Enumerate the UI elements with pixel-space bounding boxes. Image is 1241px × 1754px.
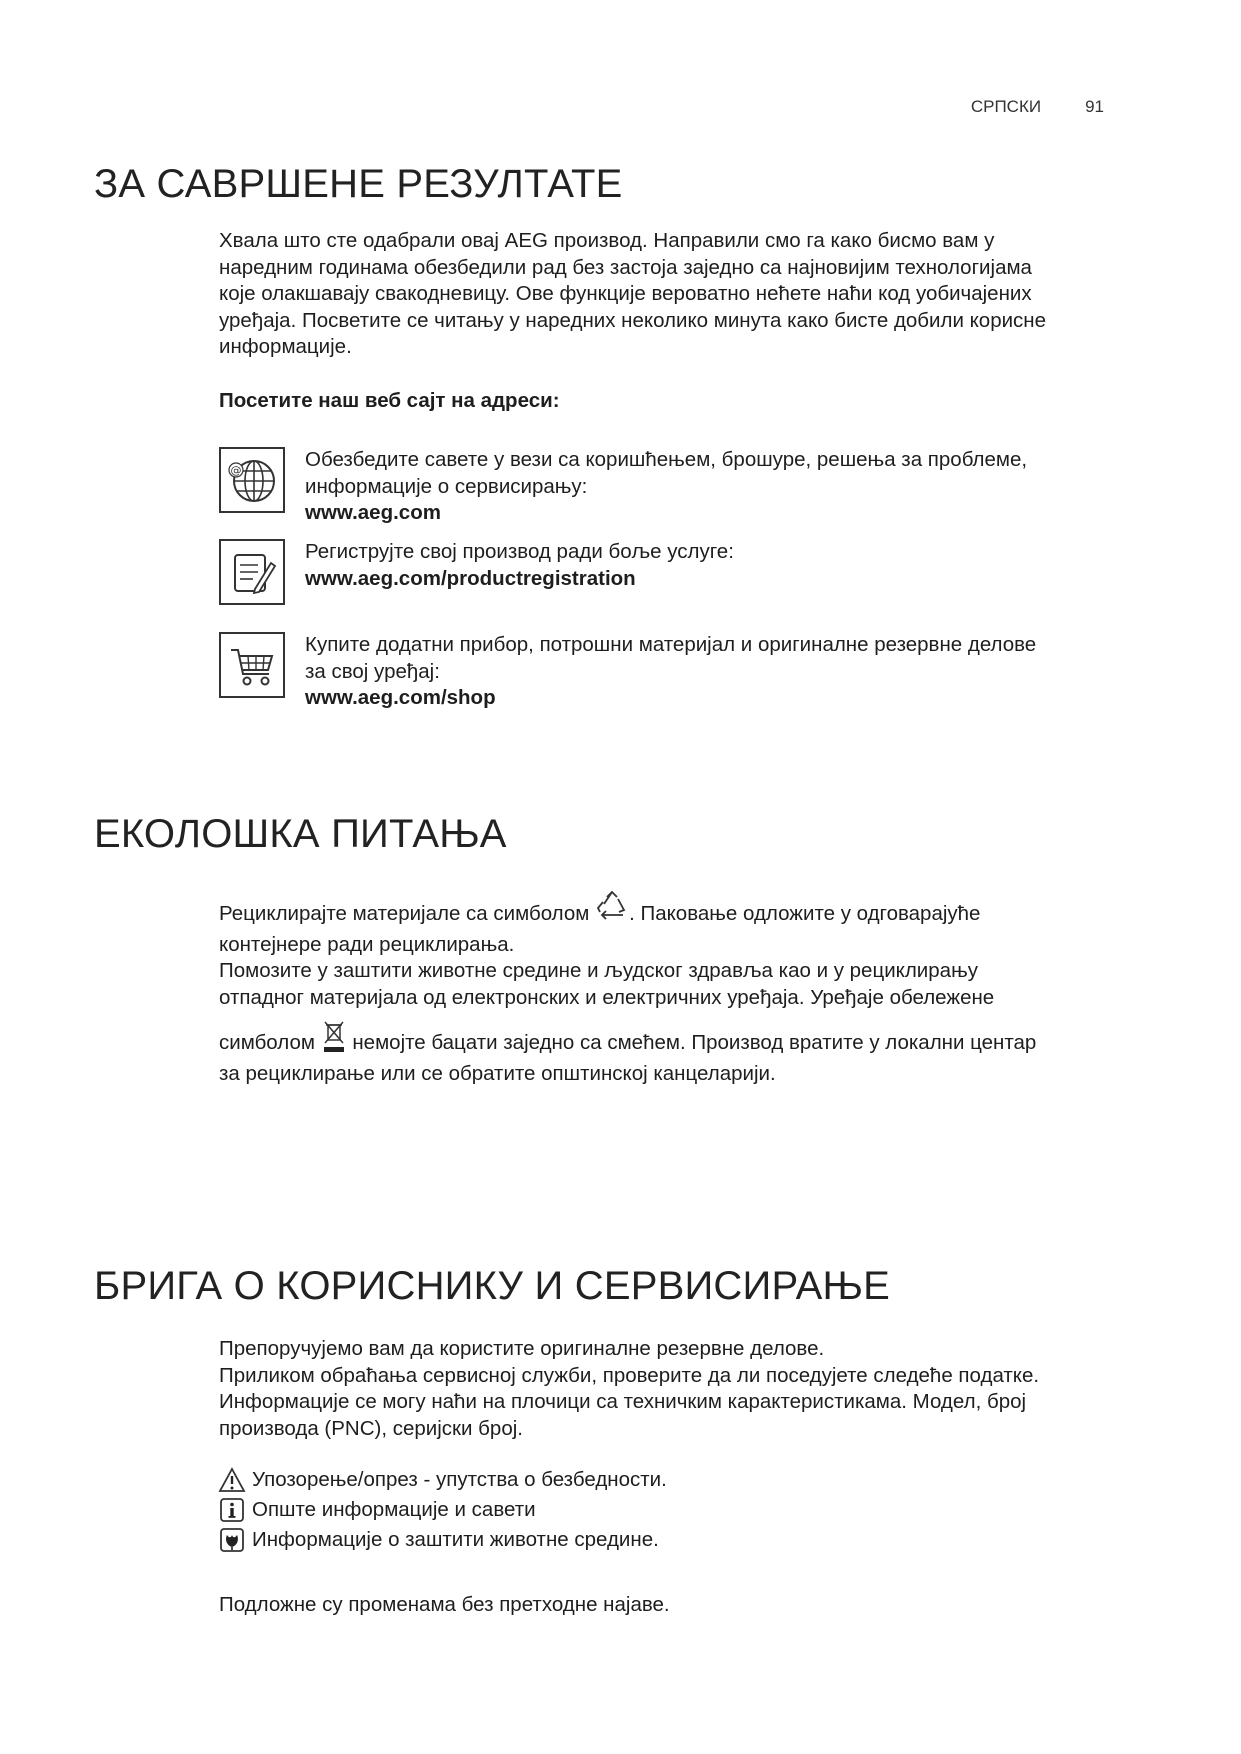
crossed-bin-icon	[321, 1019, 347, 1061]
shop-description-line: за свој уређај:	[305, 659, 440, 683]
environmental-line: контејнере ради рециклирања.	[219, 932, 515, 956]
recycle-icon	[595, 890, 629, 932]
support-description-line: Обезбедите савете у вези са коришћењем, брошуре, решења за проблеме,	[305, 448, 1028, 471]
intro-line: наредним годинама обезбедили рад без застоја заједно са најновијим технологијама	[219, 255, 1032, 279]
warning-icon	[218, 1466, 246, 1494]
aeg-shop-link[interactable]: www.aeg.com/shop	[305, 686, 496, 709]
intro-paragraph	[219, 228, 1139, 361]
page-number: 91	[1085, 97, 1104, 116]
environmental-line: Помозите у заштити животне средине и људског здравља као и у рециклирању	[219, 959, 978, 982]
visit-website-label: Посетите наш веб сајт на адреси:	[219, 389, 560, 412]
footer-note: Подложне су променама без претходне најаве.	[219, 1593, 670, 1616]
intro-line: које олакшавају свакодневицу. Ове функције вероватно нећете наћи код уобичајених	[219, 282, 1032, 305]
recycle-text-b: . Паковање одложите у одговарајуће	[629, 902, 981, 925]
environmental-line: за рециклирање или се обратите општинској канцеларији.	[219, 1061, 776, 1085]
language-label: СРПСКИ	[970, 97, 1042, 116]
legend-info-text: Опште информације и савети	[252, 1498, 536, 1521]
legend-environment	[218, 1526, 659, 1554]
environment-icon	[218, 1526, 246, 1554]
product-registration-link[interactable]: www.aeg.com/productregistration	[305, 566, 636, 590]
weee-text-b: немојте бацати заједно са смећем. Производ вратите у локални центар	[352, 1031, 1037, 1054]
legend-info	[218, 1496, 536, 1524]
globe-icon	[219, 447, 285, 513]
intro-line: уређаја. Посветите се читању у наредних неколико минута како бисте добили корисне	[219, 308, 1047, 332]
link-row-shop	[219, 632, 1145, 712]
registration-icon	[219, 539, 285, 605]
environmental-paragraph	[219, 890, 1139, 1087]
customer-care-paragraph	[219, 1336, 1139, 1442]
shop-link-text	[305, 632, 1145, 712]
environmental-line	[219, 890, 1139, 932]
weee-text-a: симболом	[219, 1031, 315, 1054]
info-icon	[218, 1496, 246, 1524]
svg-text:@: @	[230, 464, 242, 477]
page-header	[971, 97, 1104, 117]
legend-environment-text: Информације о заштити животне средине.	[252, 1528, 659, 1551]
registration-description-line: Региструјте свој производ ради боље услуге:	[305, 540, 734, 563]
section-title-perfect-results: ЗА САВРШЕНЕ РЕЗУЛТАТЕ	[94, 162, 623, 206]
recycle-text-a: Рециклирајте материјале са симболом	[219, 902, 590, 925]
environmental-line: отпадног материјала од електронских и електричних уређаја. Уређаје обележене	[219, 985, 995, 1009]
support-description-line: информације о сервисирању:	[305, 474, 588, 498]
support-link-text	[305, 447, 1145, 527]
intro-line: Хвала што сте одабрали овај AEG производ. Направили смо га како бисмо вам у	[219, 229, 995, 252]
customer-care-line: производа (PNC), серијски број.	[219, 1416, 523, 1440]
shop-description-line: Купите додатни прибор, потрошни материјал и оригиналне резервне делове	[305, 633, 1037, 656]
legend-warning-text: Упозорење/опрез - упутства о безбедности.	[252, 1468, 667, 1491]
link-row-registration	[219, 539, 1145, 605]
aeg-website-link[interactable]: www.aeg.com	[305, 501, 441, 524]
shopping-cart-icon	[219, 632, 285, 698]
link-row-support	[219, 447, 1145, 527]
section-title-customer-care: БРИГА О КОРИСНИКУ И СЕРВИСИРАЊЕ	[94, 1264, 891, 1308]
environmental-line	[219, 1019, 1139, 1061]
customer-care-line: Препоручујемо вам да користите оригиналне резервне делове.	[219, 1337, 825, 1360]
intro-line: информације.	[219, 335, 352, 358]
registration-link-text	[305, 539, 1145, 605]
legend-warning	[218, 1466, 667, 1494]
customer-care-line: Информације се могу наћи на плочици са техничким карактеристикама. Модел, број	[219, 1390, 1027, 1413]
section-title-environmental: ЕКОЛОШКА ПИТАЊА	[94, 812, 507, 856]
customer-care-line: Приликом обраћања сервисној служби, проверите да ли поседујете следеће податке.	[219, 1363, 1040, 1387]
